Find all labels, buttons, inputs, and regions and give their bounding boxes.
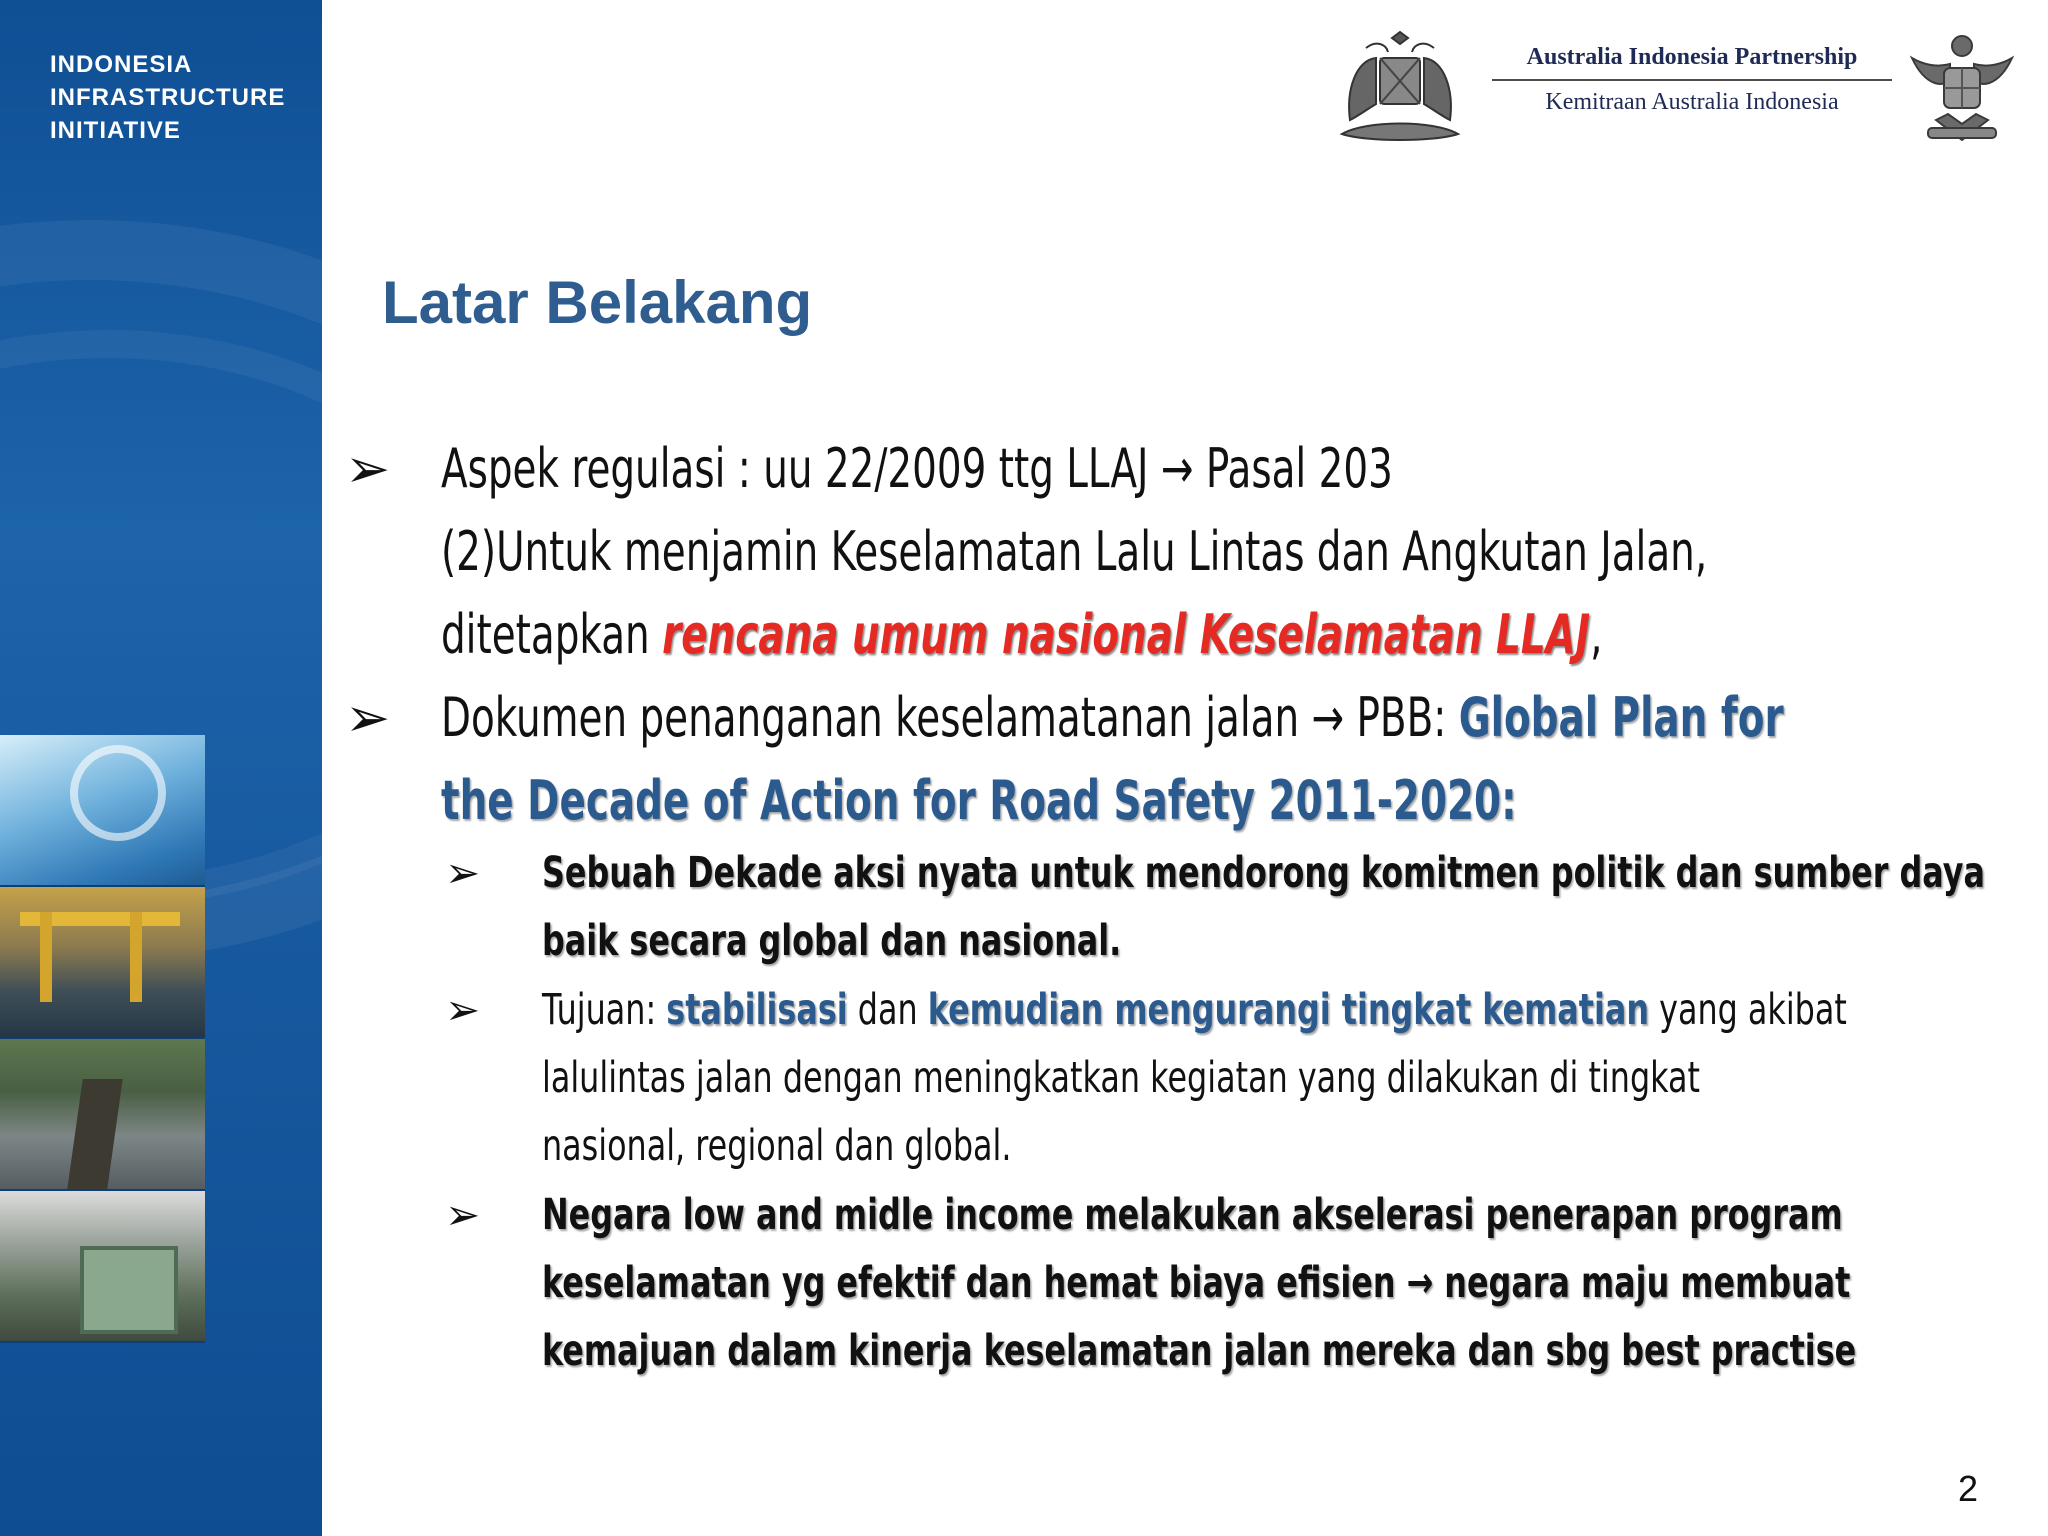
bullet-1-line-1: Aspek regulasi : uu 22/2009 ttg LLAJ → Pasal 203	[441, 437, 1393, 500]
bullet-1-line-3: ditetapkan rencana umum nasional Keselamatan LLAJ,	[441, 603, 1603, 666]
sub-bullet-1-line-1: Sebuah Dekade aksi nyata untuk mendorong komitmen politik dan sumber daya	[542, 848, 1985, 898]
sub-bullet-2-line-3: nasional, regional dan global.	[542, 1121, 1012, 1171]
arrow-icon: →	[1311, 686, 1345, 749]
partner-name-indonesian: Kemitraan Australia Indonesia	[1545, 89, 1839, 115]
arrow-icon: →	[1160, 437, 1194, 500]
sub-bullet-2-line-2: lalulintas jalan dengan meningkatkan kegiatan yang dilakukan di tingkat	[542, 1053, 1700, 1103]
sub-bullet-3-line-1: Negara low and midle income melakukan akselerasi penerapan program	[542, 1190, 1843, 1240]
brand-text: INDONESIA INFRASTRUCTURE INITIATIVE	[50, 51, 286, 144]
arrowhead-bullet-icon: ➢	[445, 1190, 481, 1239]
partner-name-english: Australia Indonesia Partnership	[1492, 44, 1892, 81]
page-number: 2	[1957, 1468, 1978, 1509]
highlight-blue: stabilisasi	[666, 985, 848, 1035]
slide-title: Latar Belakang	[382, 269, 813, 336]
bullet-1-line-2: (2)Untuk menjamin Keselamatan Lalu Lintas dan Angkutan Jalan,	[441, 520, 1708, 583]
sub-bullet-1-line-2: baik secara global dan nasional.	[542, 916, 1122, 966]
highlight-blue: Global Plan for	[1458, 686, 1784, 749]
sub-bullet-3-line-3: kemajuan dalam kinerja keselamatan jalan mereka dan sbg best practise	[542, 1326, 1857, 1376]
arrowhead-bullet-icon: ➢	[345, 686, 391, 749]
highlight-red: rencana umum nasional Keselamatan LLAJ	[662, 603, 1591, 666]
arrow-icon: →	[1406, 1258, 1434, 1308]
highlight-blue: kemudian mengurangi tingkat kematian	[927, 985, 1649, 1035]
sub-bullet-3-line-2: keselamatan yg efektif dan hemat biaya efisien → negara maju membuat	[542, 1258, 1851, 1308]
arrowhead-bullet-icon: ➢	[345, 437, 391, 500]
sub-bullet-2-line-1: Tujuan: stabilisasi dan kemudian mengurangi tingkat kematian yang akibat	[542, 985, 1847, 1035]
bullet-2-line-2: the Decade of Action for Road Safety 2011-2020:	[441, 769, 1517, 832]
bullet-2-line-1: Dokumen penanganan keselamatanan jalan → PBB: Global Plan for	[441, 686, 1784, 749]
arrowhead-bullet-icon: ➢	[445, 985, 481, 1034]
arrowhead-bullet-icon: ➢	[445, 848, 481, 897]
